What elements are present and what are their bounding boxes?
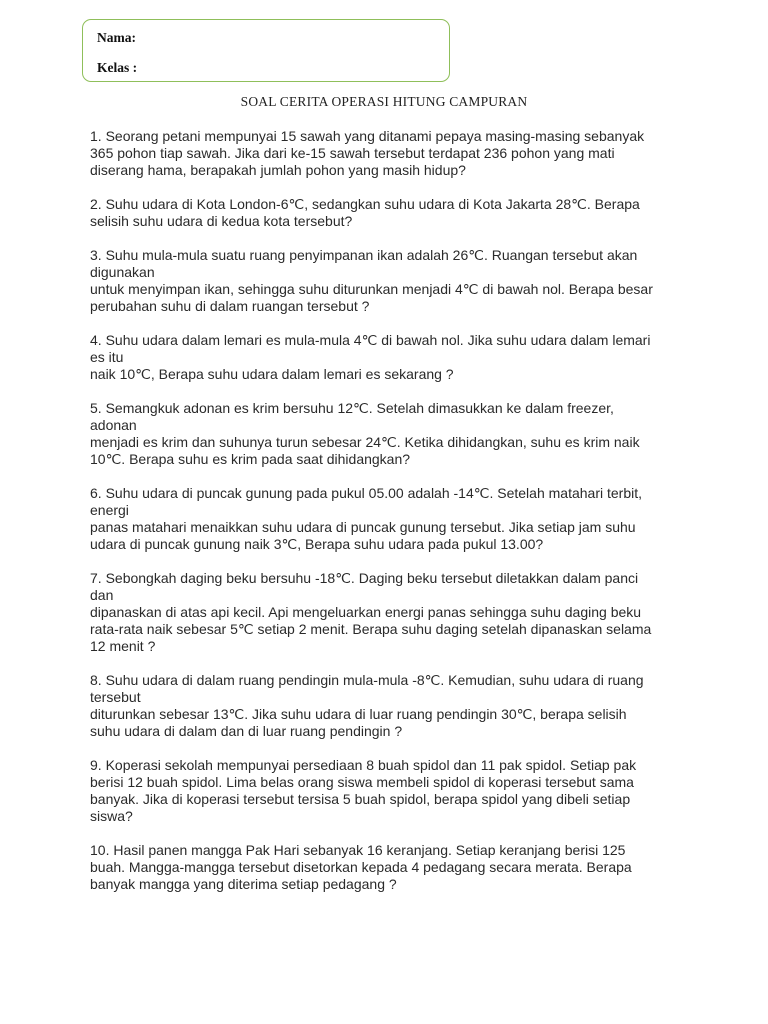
student-info-box [82,19,450,82]
question-item [90,757,672,825]
question-line: banyak mangga yang diterima setiap pedagang ? [90,876,397,892]
question-line: perubahan suhu di dalam ruangan tersebut ? [90,298,370,314]
question-line: 9. Koperasi sekolah mempunyai persediaan 8 buah spidol dan 11 pak spidol. Setiap pak [90,757,637,773]
question-line: buah. Mangga-mangga tersebut disetorkan kepada 4 pedagang secara merata. Berapa [90,859,632,875]
question-line: suhu udara di dalam dan di luar ruang pendingin ? [90,723,403,739]
question-line: 7. Sebongkah daging beku bersuhu -18℃. Daging beku tersebut diletakkan dalam panci [90,570,639,586]
question-item [90,485,672,553]
question-line: 365 pohon tiap sawah. Jika dari ke-15 sawah tersebut terdapat 236 pohon yang mati [90,145,615,161]
question-item [90,247,672,315]
question-line: berisi 12 buah spidol. Lima belas orang siswa membeli spidol di koperasi tersebut sama [90,774,634,790]
question-line: panas matahari menaikkan suhu udara di puncak gunung tersebut. Jika setiap jam suhu [90,519,636,535]
question-item [90,842,672,893]
question-line: banyak. Jika di koperasi tersebut tersisa 5 buah spidol, berapa spidol yang dibeli setiap [90,791,631,807]
question-line: naik 10℃, Berapa suhu udara dalam lemari es sekarang ? [90,366,454,382]
class-label: Kelas : [97,60,138,75]
question-line: rata-rata naik sebesar 5℃ setiap 2 menit. Berapa suhu daging setelah dipanaskan selama [90,621,652,637]
question-item [90,128,672,179]
question-item [90,196,672,230]
question-item [90,332,672,383]
question-line: 2. Suhu udara di Kota London-6℃, sedangkan suhu udara di Kota Jakarta 28℃. Berapa [90,196,640,212]
question-line: 6. Suhu udara di puncak gunung pada pukul 05.00 adalah -14℃. Setelah matahari terbit, [90,485,643,501]
question-line: diserang hama, berapakah jumlah pohon yang masih hidup? [90,162,466,178]
question-line: es itu [90,349,124,365]
name-label: Nama: [97,30,136,45]
question-item [90,400,672,468]
question-item [90,672,672,740]
question-line: 12 menit ? [90,638,156,654]
question-line: energi [90,502,129,518]
question-line: 10. Hasil panen mangga Pak Hari sebanyak 16 keranjang. Setiap keranjang berisi 125 [90,842,626,858]
question-line: tersebut [90,689,141,705]
question-line: 5. Semangkuk adonan es krim bersuhu 12℃. Setelah dimasukkan ke dalam freezer, [90,400,614,416]
question-line: adonan [90,417,137,433]
question-list [90,128,672,910]
question-line: untuk menyimpan ikan, sehingga suhu diturunkan menjadi 4℃ di bawah nol. Berapa besar [90,281,653,297]
question-line: udara di puncak gunung naik 3℃, Berapa suhu udara pada pukul 13.00? [90,536,544,552]
question-line: 10℃. Berapa suhu es krim pada saat dihidangkan? [90,451,411,467]
question-line: 8. Suhu udara di dalam ruang pendingin mula-mula -8℃. Kemudian, suhu udara di ruang [90,672,644,688]
question-line: menjadi es krim dan suhunya turun sebesar 24℃. Ketika dihidangkan, suhu es krim naik [90,434,640,450]
question-line: 1. Seorang petani mempunyai 15 sawah yang ditanami pepaya masing-masing sebanyak [90,128,645,144]
worksheet-title: SOAL CERITA OPERASI HITUNG CAMPURAN [240,94,528,109]
question-line: selisih suhu udara di kedua kota tersebut? [90,213,353,229]
question-line: siswa? [90,808,133,824]
question-line: 3. Suhu mula-mula suatu ruang penyimpanan ikan adalah 26℃. Ruangan tersebut akan [90,247,638,263]
question-line: diturunkan sebesar 13℃. Jika suhu udara di luar ruang pendingin 30℃, berapa selisih [90,706,627,722]
question-line: dan [90,587,114,603]
question-line: dipanaskan di atas api kecil. Api mengeluarkan energi panas sehingga suhu daging beku [90,604,642,620]
question-item [90,570,672,655]
question-line: 4. Suhu udara dalam lemari es mula-mula 4℃ di bawah nol. Jika suhu udara dalam lemari [90,332,651,348]
question-line: digunakan [90,264,155,280]
